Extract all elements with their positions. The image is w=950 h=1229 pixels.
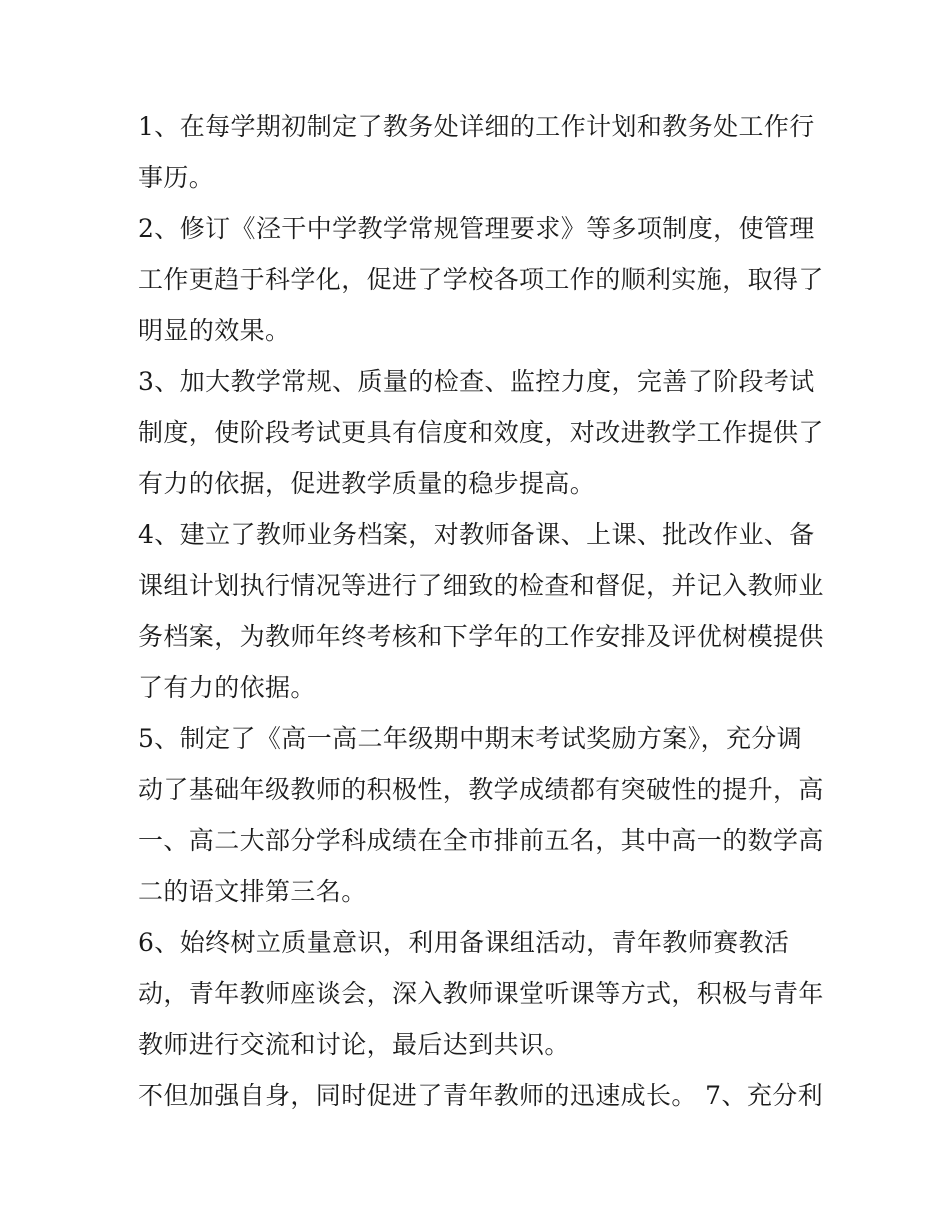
text-line: 工作更趋于科学化，促进了学校各项工作的顺利实施，取得了 xyxy=(138,265,824,294)
text-line: 务档案，为教师年终考核和下学年的工作安排及评优树模提供 xyxy=(138,622,824,651)
text-line: 3、加大教学常规、质量的检查、监控力度，完善了阶段考试 xyxy=(138,367,815,396)
text-line: 4、建立了教师业务档案，对教师备课、上课、批改作业、备 xyxy=(138,520,815,549)
text-line: 明显的效果。 xyxy=(138,316,291,345)
text-line: 动，青年教师座谈会，深入教师课堂听课等方式，积极与青年 xyxy=(138,979,824,1008)
text-line: 5、制定了《高一高二年级期中期末考试奖励方案》，充分调 xyxy=(138,724,803,753)
text-line: 有力的依据，促进教学质量的稳步提高。 xyxy=(138,469,596,498)
text-line: 制度，使阶段考试更具有信度和效度，对改进教学工作提供了 xyxy=(138,418,824,447)
text-line: 二的语文排第三名。 xyxy=(138,877,367,906)
text-line: 课组计划执行情况等进行了细致的检查和督促，并记入教师业 xyxy=(138,571,824,600)
text-line: 一、高二大部分学科成绩在全市排前五名，其中高一的数学高 xyxy=(138,826,824,855)
text-line: 不但加强自身，同时促进了青年教师的迅速成长。 7、充分利 xyxy=(138,1081,824,1110)
text-line: 动了基础年级教师的积极性，教学成绩都有突破性的提升，高 xyxy=(138,775,824,804)
text-line: 6、始终树立质量意识，利用备课组活动，青年教师赛教活 xyxy=(138,928,790,957)
text-line: 了有力的依据。 xyxy=(138,673,316,702)
text-line: 2、修订《泾干中学教学常规管理要求》等多项制度，使管理 xyxy=(138,214,815,243)
text-line: 教师进行交流和讨论，最后达到共识。 xyxy=(138,1030,570,1059)
text-line: 1、在每学期初制定了教务处详细的工作计划和教务处工作行 xyxy=(138,112,815,141)
text-line: 事历。 xyxy=(138,163,215,192)
